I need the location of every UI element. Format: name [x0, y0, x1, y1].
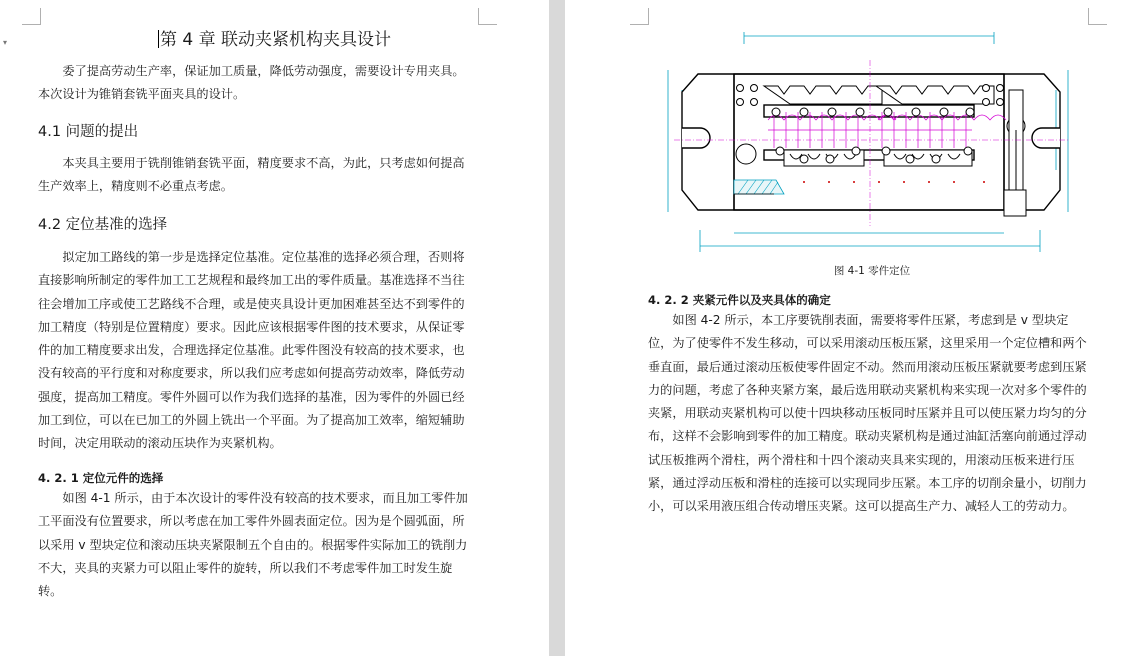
section-hatch: [734, 180, 784, 194]
collapse-caret-icon[interactable]: ▾: [3, 38, 8, 47]
section-4-1-heading[interactable]: 4.1 问题的提出: [38, 124, 139, 140]
section-4-2-heading[interactable]: 4.2 定位基准的选择: [38, 217, 168, 233]
left-page: [0, 0, 549, 656]
section-4-1-paragraph[interactable]: 本夹具主要用于铣削锥销套铣平面，精度要求不高，为此，只考虑如何提高生产效率上，精度则不必重点考虑。: [38, 156, 465, 194]
page-corner-mark: [478, 8, 497, 25]
page-corner-mark: [1088, 8, 1107, 25]
v-block-row-top: [764, 86, 994, 104]
section-4-2-2-paragraph[interactable]: 如图 4-2 所示，本工序要铣削表面，需要将零件压紧，考虑到是 v 型块定位，为了使零件不发生移动，可以采用滚动压板压紧，这里采用一个定位槽和两个垂直面，最后通过滚动压板使零件固定不动。然而用滚动压板压紧就要考虑到压紧力的问题，考虑了各种夹紧方案，最后选用联动夹紧机构来实现一次对多个零件的夹紧，用联动夹紧机构可以使十四块移动压板同时压紧并且可以使压紧力均匀的分布，这样不会影响到零件的加工精度。联动夹紧机构是通过油缸活塞向前通过浮动试压板推两个滑柱，两个滑柱和十四个滚动夹具来实现的，用滚动压板来进行压紧，通过浮动压板和滑柱的连接可以实现同步压紧。本工序的切削余量小，切削力小，可以采用液压组合传动增压夹紧。这可以提高生产力、减轻人工的劳动力。: [648, 313, 1087, 514]
section-4-2-2-heading[interactable]: 4. 2. 2 夹紧元件以及夹具体的确定: [648, 293, 831, 307]
fixture-drawing: [664, 30, 1076, 258]
figure-caption[interactable]: 图 4-1 零件定位: [833, 265, 911, 277]
linkage-bar: [1004, 90, 1026, 216]
page-corner-mark: [630, 8, 649, 25]
text-cursor: [158, 30, 159, 48]
page-corner-mark: [22, 8, 41, 25]
dimension-lines: [668, 32, 1068, 252]
section-4-2-1-heading[interactable]: 4. 2. 1 定位元件的选择: [38, 471, 164, 485]
intro-paragraph[interactable]: 委了提高劳动生产率，保证加工质量，降低劳动强度，需要设计专用夹具。本次设计为锥销套铣平面夹具的设计。: [38, 64, 465, 102]
page-gutter: [549, 0, 565, 656]
chapter-title[interactable]: 第 4 章 联动夹紧机构夹具设计: [159, 30, 392, 50]
reference-marks: [803, 181, 985, 183]
v-block-row-bottom: [784, 150, 972, 166]
section-4-2-paragraph[interactable]: 拟定加工路线的第一步是选择定位基准。定位基准的选择必须合理，否则将直接影响所制定的零件加工工艺规程和最终加工出的零件质量。基准选择不当往往会增加工序或使工艺路线不合理，或是使夹具设计更加困难甚至达不到零件的加工精度（特别是位置精度）要求。因此应该根据零件图的技术要求，从保证零件的加工精度要求出发，合理选择定位基准。此零件图没有较高的技术要求，也没有较高的平行度和对称度要求，所以我们应考虑如何提高劳动效率，降低劳动强度，提高加工精度。零件外圆可以作为我们选择的基准，因为零件的外圆已经加工到位，可以在已加工的外圆上铣出一个平面。为了提高加工效率，缩短辅助时间，决定用联动的滚动压块作为夹紧机构。: [38, 250, 465, 451]
section-4-2-1-paragraph[interactable]: 如图 4-1 所示，由于本次设计的零件没有较高的技术要求，而且加工零件加工平面没有位置要求，所以考虑在加工零件外圆表面定位。因为是个圆弧面，所以采用 v 型块定位和滚动压块夹紧限制五个自由的。根据零件实际加工的铣削力不大，夹具的夹紧力可以阻止零件的旋转，所以我们不考虑零件加工时发生旋转。: [38, 491, 468, 599]
